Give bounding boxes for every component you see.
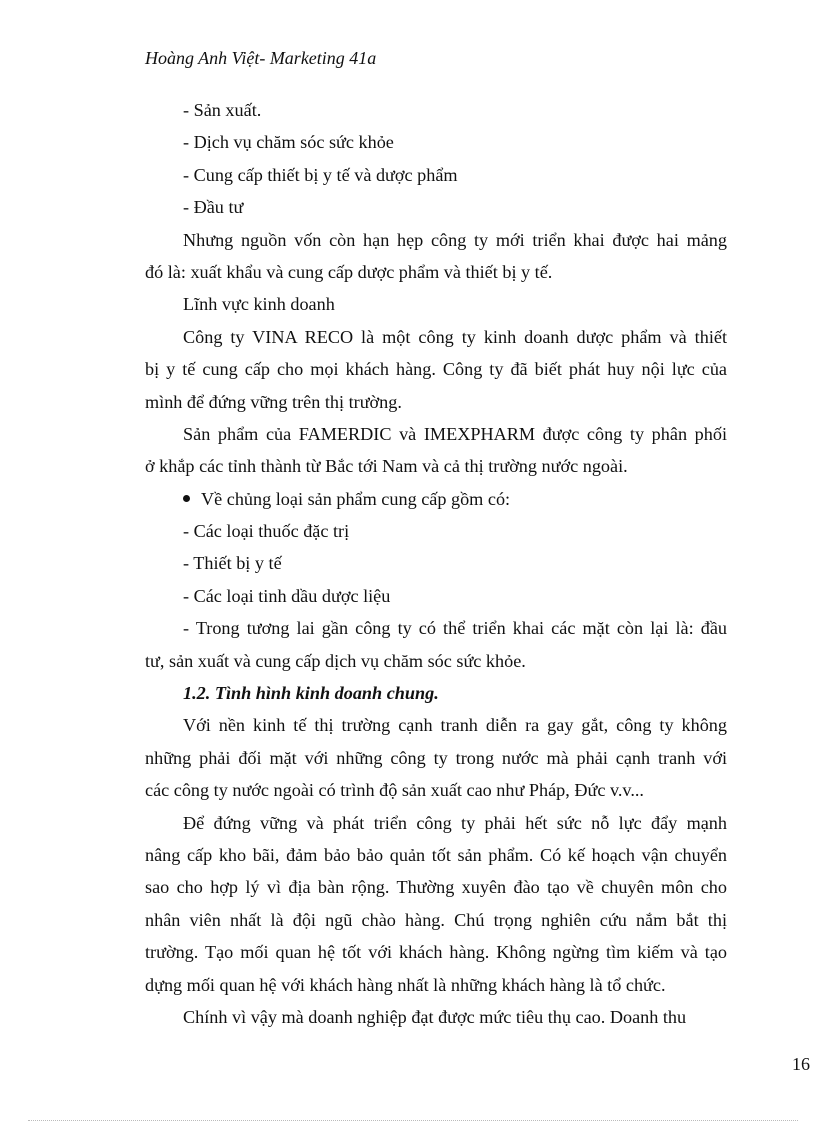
paragraph-line: đó là: xuất khẩu và cung cấp dược phẩm và thiết bị y tế. xyxy=(145,261,553,282)
paragraph-line: Để đứng vững và phát triển công ty phải hết sức nỗ lực đẩy mạnh xyxy=(183,812,727,833)
paragraph-line: sao cho hợp lý vì địa bàn rộng. Thường xuyên đào tạo về chuyên môn cho xyxy=(145,877,727,898)
page-header: Hoàng Anh Việt- Marketing 41a xyxy=(145,48,377,68)
bullet-text: Về chủng loại sản phẩm cung cấp gồm có: xyxy=(201,488,511,509)
paragraph-line: Lĩnh vực kinh doanh xyxy=(183,294,335,315)
paragraph-line: những phải đối mặt với những công ty trong nước mà phải cạnh tranh với xyxy=(145,747,727,768)
paragraph-line: nhân viên nhất là đội ngũ chào hàng. Chú trọng nghiên cứu nắm bắt thị xyxy=(145,909,727,930)
paragraph-line: các công ty nước ngoài có trình độ sản xuất cao như Pháp, Đức v.v... xyxy=(145,780,644,801)
paragraph-line: Với nền kinh tế thị trường cạnh tranh diễn ra gay gắt, công ty không xyxy=(183,715,727,736)
paragraph-line: mình để đứng vững trên thị trường. xyxy=(145,391,402,412)
paragraph-line: dựng mối quan hệ với khách hàng nhất là những khách hàng là tổ chức. xyxy=(145,974,666,995)
paragraph-line: Chính vì vậy mà doanh nghiệp đạt được mức tiêu thụ cao. Doanh thu xyxy=(183,1006,687,1027)
bullet-icon xyxy=(183,495,190,502)
list-item: - Sản xuất. xyxy=(183,100,262,120)
paragraph-line: tư, sản xuất và cung cấp dịch vụ chăm sóc sức khỏe. xyxy=(145,650,526,671)
page-divider xyxy=(28,1120,798,1121)
paragraph-line: Sản phẩm của FAMERDIC và IMEXPHARM được công ty phân phối xyxy=(183,423,727,444)
paragraph-line: Công ty VINA RECO là một công ty kinh doanh dược phẩm và thiết xyxy=(183,326,727,347)
list-item: - Thiết bị y tế xyxy=(183,553,282,574)
paragraph-line: Nhưng nguồn vốn còn hạn hẹp công ty mới triển khai được hai mảng xyxy=(183,229,727,250)
list-item: - Cung cấp thiết bị y tế và dược phẩm xyxy=(183,164,458,185)
paragraph-line: - Trong tương lai gần công ty có thể triển khai các mặt còn lại là: đầu xyxy=(183,618,727,639)
bullet-item xyxy=(145,483,727,515)
list-item: - Đầu tư xyxy=(183,197,244,218)
paragraph-line: trường. Tạo mối quan hệ tốt với khách hàng. Không ngừng tìm kiếm và tạo xyxy=(145,942,727,963)
paragraph-line: nâng cấp kho bãi, đảm bảo bảo quản tốt sản phẩm. Có kế hoạch vận chuyển xyxy=(145,844,727,865)
list-item: - Dịch vụ chăm sóc sức khỏe xyxy=(183,132,394,153)
document-body xyxy=(145,94,727,1033)
page-number: 16 xyxy=(792,1054,810,1074)
paragraph-line: bị y tế cung cấp cho mọi khách hàng. Công ty đã biết phát huy nội lực của xyxy=(145,359,727,380)
section-heading: 1.2. Tình hình kinh doanh chung. xyxy=(183,683,439,704)
list-item: - Các loại thuốc đặc trị xyxy=(183,521,350,542)
paragraph-line: ở khắp các tỉnh thành từ Bắc tới Nam và cả thị trường nước ngoài. xyxy=(145,456,628,477)
list-item: - Các loại tinh dầu dược liệu xyxy=(183,585,391,606)
